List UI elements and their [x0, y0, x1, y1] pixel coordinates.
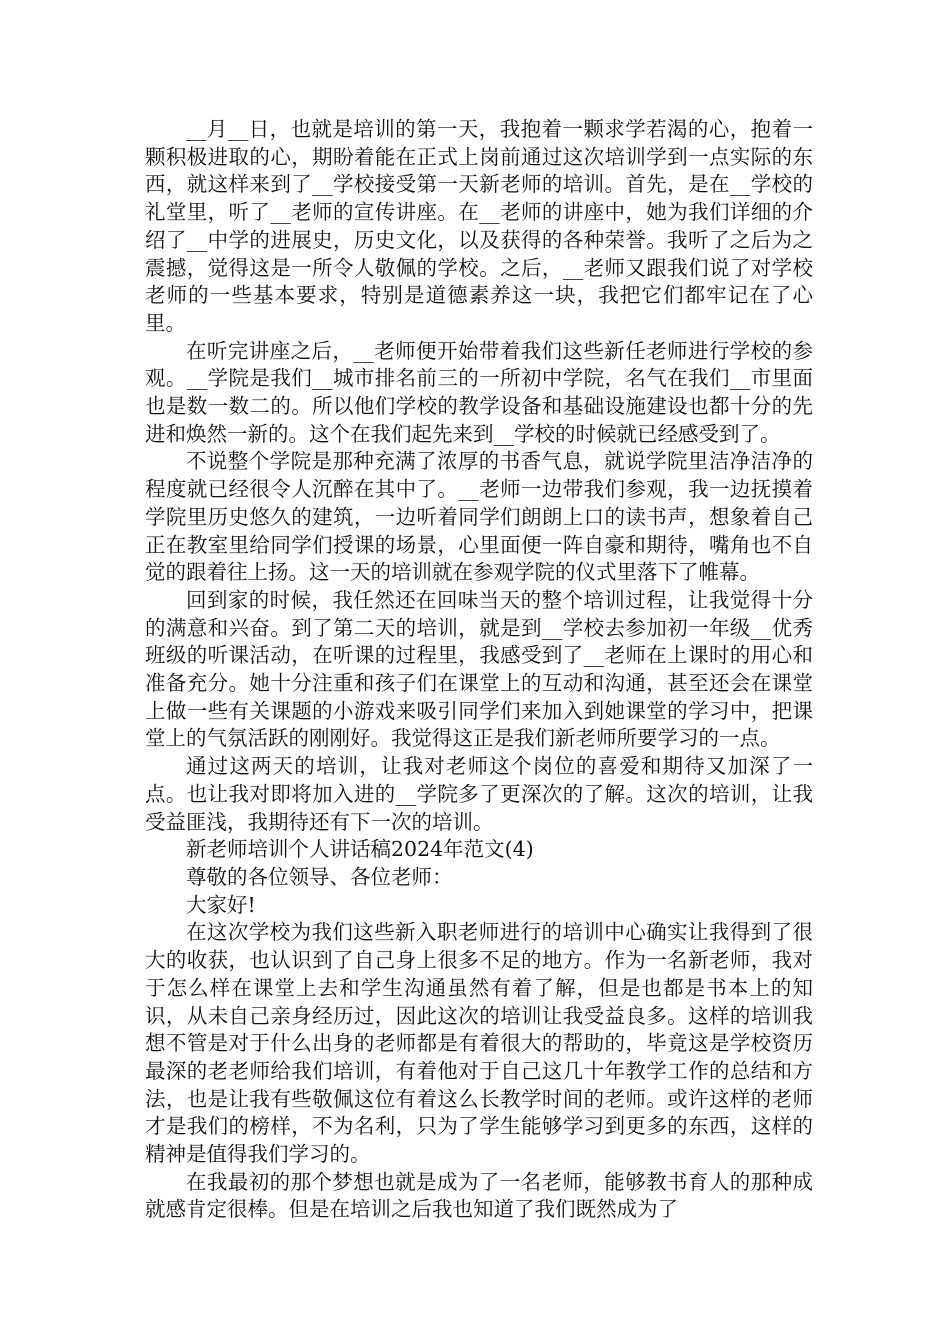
- greeting: 大家好!: [186, 892, 256, 917]
- paragraph-second-day: 回到家的时候，我任然还在回味当天的整个培训过程，让我觉得十分的满意和兴奋。到了第二天的培训，就是到__学校去参加初一年级__优秀班级的听课活动，在听课的过程里，我感受到了__老师在上课时的用心和准备充分。她十分注重和孩子们在课堂上的互动和沟通，甚至还会在课堂上做一些有关课题的小游戏来吸引同学们来加入到她课堂的学习中，把课堂上的气氛活跃的刚刚好。我觉得这正是我们新老师所要学习的一点。: [145, 587, 813, 751]
- paragraph-campus-atmosphere: 不说整个学院是那种充满了浓厚的书香气息，就说学院里洁净洁净的程度就已经很令人沉醉在其中了。__老师一边带我们参观，我一边抚摸着学院里历史悠久的建筑，一边听着同学们朗朗上口的读书声，想象着自己正在教室里给同学们授课的场景，心里面便一阵自豪和期待，嘴角也不自觉的跟着往上扬。这一天的培训就在参观学院的仪式里落下了帷幕。: [145, 449, 813, 585]
- section-title: 新老师培训个人讲话稿2024年范文(4): [186, 837, 534, 862]
- salutation: 尊敬的各位领导、各位老师：: [186, 864, 453, 889]
- paragraph-first-day: __月__日，也就是培训的第一天，我抱着一颗求学若渴的心，抱着一颗积极进取的心，期盼着能在正式上岗前通过这次培训学到一点实际的东西，就这样来到了__学校接受第一天新老师的培训。首先，是在__学校的礼堂里，听了__老师的宣传讲座。在__老师的讲座中，她为我们详细的介绍了__中学的进展史，历史文化，以及获得的各种荣誉。我听了之后为之震撼，觉得这是一所令人敬佩的学校。之后，__老师又跟我们说了对学校老师的一些基本要求，特别是道德素养这一块，我把它们都牢记在了心里。: [145, 117, 813, 335]
- paragraph-training-gains: 在这次学校为我们这些新入职老师进行的培训中心确实让我得到了很大的收获，也认识到了自己身上很多不足的地方。作为一名新老师，我对于怎么样在课堂上去和学生沟通虽然有着了解，但是也都是书本上的知识，从未自己亲身经历过，因此这次的培训让我受益良多。这样的培训我想不管是对于什么出身的老师都是有着很大的帮助的，毕竟这是学校资历最深的老老师给我们培训，有着他对于自己这几十年教学工作的总结和方法，也是让我有些敬佩这位有着这么长教学时间的老师。或许这样的老师才是我们的榜样，不为名利，只为了学生能够学习到更多的东西，这样的精神是值得我们学习的。: [145, 920, 813, 1167]
- paragraph-dream: 在我最初的那个梦想也就是成为了一名老师，能够教书育人的那种成就感肯定很棒。但是在培训之后我也知道了我们既然成为了: [145, 1169, 813, 1222]
- document-page: [145, 116, 813, 1224]
- paragraph-campus-tour: 在听完讲座之后，__老师便开始带着我们这些新任老师进行学校的参观。__学院是我们__城市排名前三的一所初中学院，名气在我们__市里面也是数一数二的。所以他们学校的教学设备和基础设施建设也都十分的先进和焕然一新的。这个在我们起先来到__学校的时候就已经感受到了。: [145, 338, 813, 446]
- paragraph-summary: 通过这两天的培训，让我对老师这个岗位的喜爱和期待又加深了一点。也让我对即将加入进的__学院多了更深次的了解。这次的培训，让我受益匪浅，我期待还有下一次的培训。: [145, 754, 813, 834]
